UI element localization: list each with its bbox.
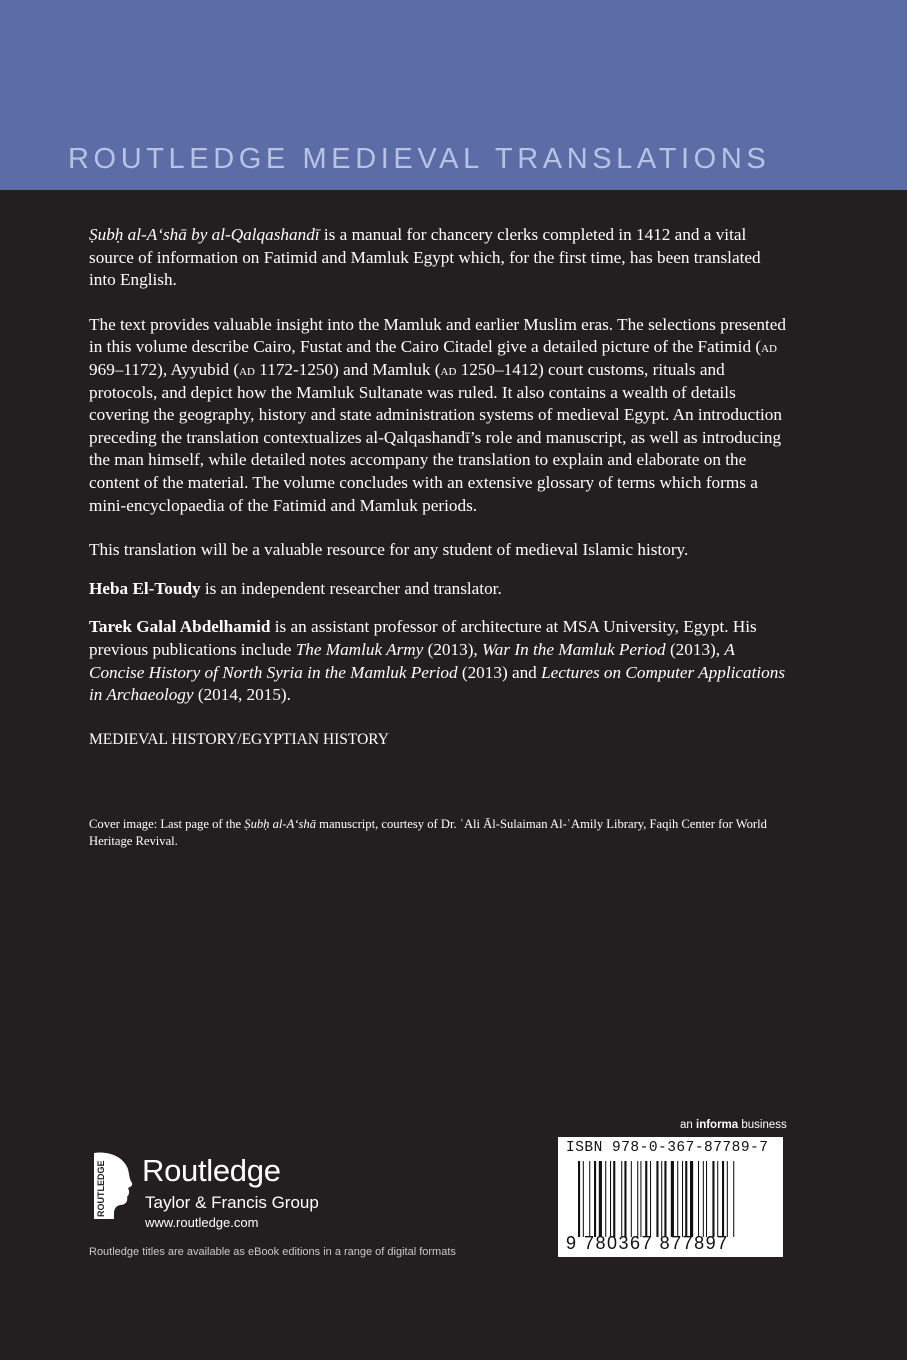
publisher-group: Taylor & Francis Group [145, 1193, 319, 1212]
author-bio-1: Heba El-Toudy is an independent researcher and translator. [89, 578, 502, 598]
series-header-band [0, 0, 907, 190]
blurb-paragraph-3: This translation will be a valuable resource for any student of medieval Islamic history. [89, 540, 689, 560]
publisher-name: Routledge [142, 1153, 281, 1188]
subject-category: MEDIEVAL HISTORY/EGYPTIAN HISTORY [89, 730, 389, 748]
isbn-barcode [558, 1137, 783, 1257]
ean-digits: 9 780367 877897 [566, 1233, 729, 1253]
book-description [89, 224, 789, 773]
cover-image-credit: Cover image: Last page of the Ṣubḥ al-A‘shā manuscript, courtesy of Dr. ʿAli Āl-Sulaiman Al-ʿAmily Library, Faqih Center for World Heritage Revival. [89, 817, 767, 848]
series-title: ROUTLEDGE MEDIEVAL TRANSLATIONS [68, 143, 771, 175]
routledge-head-logo-icon [86, 1151, 134, 1221]
author-bio-2: Tarek Galal Abdelhamid is an assistant professor of architecture at MSA University, Egypt. His previous publications include The Mamluk Army (2013), War In the Mamluk Period (2013), A Concise History of North Syria in the Mamluk Period (2013) and Lectures on Computer Applications in Archaeology (2014, 2015). [89, 617, 786, 705]
informa-business-tag: an informa business [680, 1119, 787, 1131]
isbn-label: ISBN 978-0-367-87789-7 [566, 1140, 769, 1156]
blurb-paragraph-2: The text provides valuable insight into the Mamluk and earlier Muslim eras. The selections presented in this volume describe Cairo, Fustat and the Cairo Citadel give a detailed picture of the Fatimid (ad 969–1172), Ayyubid (ad 1172-1250) and Mamluk (ad 1250–1412) court customs, rituals and protocols, and depict how the Mamluk Sultanate was ruled. It also contains a wealth of details covering the geography, history and state administration systems of medieval Egypt. An introduction preceding the translation contextualizes al-Qalqashandī’s role and manuscript, as well as introducing the man himself, while detailed notes accompany the translation to explain and elaborate on the content of the material. The volume concludes with an extensive glossary of terms which forms a mini-encyclopaedia of the Fatimid and Mamluk periods. [89, 314, 787, 515]
barcode-icon [578, 1161, 776, 1237]
book-title: Ṣubḥ al-A‘shā by al-Qalqashandī [89, 225, 320, 244]
blurb-paragraph-1: Ṣubḥ al-A‘shā by al-Qalqashandī is a manual for chancery clerks completed in 1412 and a vital source of information on Fatimid and Mamluk Egypt which, for the first time, has been translated into English. [89, 225, 761, 290]
publisher-url[interactable]: www.routledge.com [145, 1215, 259, 1230]
logo-vertical-text: ROUTLEDGE [96, 1160, 106, 1217]
ebook-availability-note: Routledge titles are available as eBook editions in a range of digital formats [89, 1246, 456, 1258]
author-name-1: Heba El-Toudy [89, 578, 201, 598]
author-name-2: Tarek Galal Abdelhamid [89, 617, 271, 637]
